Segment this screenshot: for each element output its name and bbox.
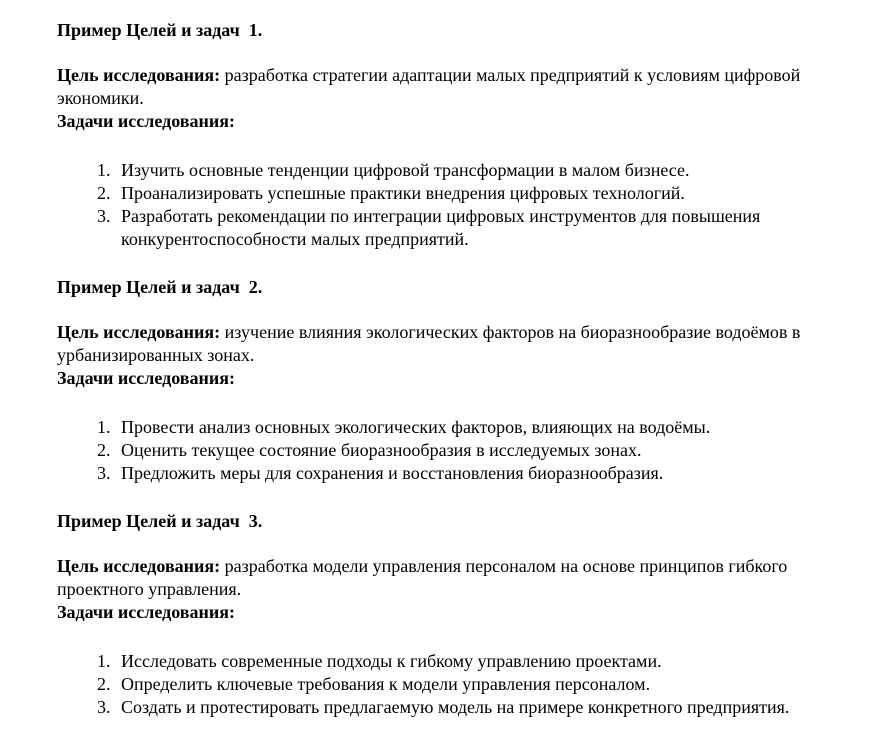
- goal-paragraph: [57, 321, 831, 367]
- goal-text: изучение влияния экологических факторов на биоразнообразие водоёмов в урбанизированных зонах.: [57, 322, 801, 365]
- task-item: 2. Определить ключевые требования к модели управления персоналом.: [115, 673, 831, 696]
- goal-paragraph: [57, 555, 831, 601]
- task-item: 1. Исследовать современные подходы к гибкому управлению проектами.: [115, 650, 831, 673]
- goal-text: разработка модели управления персоналом на основе принципов гибкого проектного управления.: [57, 556, 788, 599]
- section-heading: Пример Целей и задач 2.: [57, 277, 263, 297]
- task-item: 3. Разработать рекомендации по интеграции цифровых инструментов для повышения конкурентоспособности малых предприятий.: [115, 205, 831, 251]
- task-item: 3. Создать и протестировать предлагаемую модель на примере конкретного предприятия.: [115, 696, 831, 719]
- goal-label: Цель исследования:: [57, 65, 221, 85]
- task-item: 1. Провести анализ основных экологических факторов, влияющих на водоёмы.: [115, 416, 831, 439]
- tasks-list: [57, 416, 831, 485]
- example-section-1: [57, 19, 831, 251]
- example-section-2: [57, 276, 831, 485]
- goal-text: разработка стратегии адаптации малых предприятий к условиям цифровой экономики.: [57, 65, 801, 108]
- tasks-list: [57, 650, 831, 719]
- task-item: 1. Изучить основные тенденции цифровой трансформации в малом бизнесе.: [115, 159, 831, 182]
- section-heading: Пример Целей и задач 3.: [57, 511, 263, 531]
- tasks-label: Задачи исследования:: [57, 111, 235, 131]
- task-item: 2. Оценить текущее состояние биоразнообразия в исследуемых зонах.: [115, 439, 831, 462]
- example-section-3: [57, 510, 831, 719]
- goal-label: Цель исследования:: [57, 322, 221, 342]
- tasks-list: [57, 159, 831, 251]
- tasks-paragraph: [57, 367, 831, 390]
- tasks-paragraph: [57, 110, 831, 133]
- section-heading: Пример Целей и задач 1.: [57, 20, 263, 40]
- task-item: 2. Проанализировать успешные практики внедрения цифровых технологий.: [115, 182, 831, 205]
- tasks-label: Задачи исследования:: [57, 602, 235, 622]
- goal-paragraph: [57, 64, 831, 110]
- goal-label: Цель исследования:: [57, 556, 221, 576]
- tasks-paragraph: [57, 601, 831, 624]
- tasks-label: Задачи исследования:: [57, 368, 235, 388]
- task-item: 3. Предложить меры для сохранения и восстановления биоразнообразия.: [115, 462, 831, 485]
